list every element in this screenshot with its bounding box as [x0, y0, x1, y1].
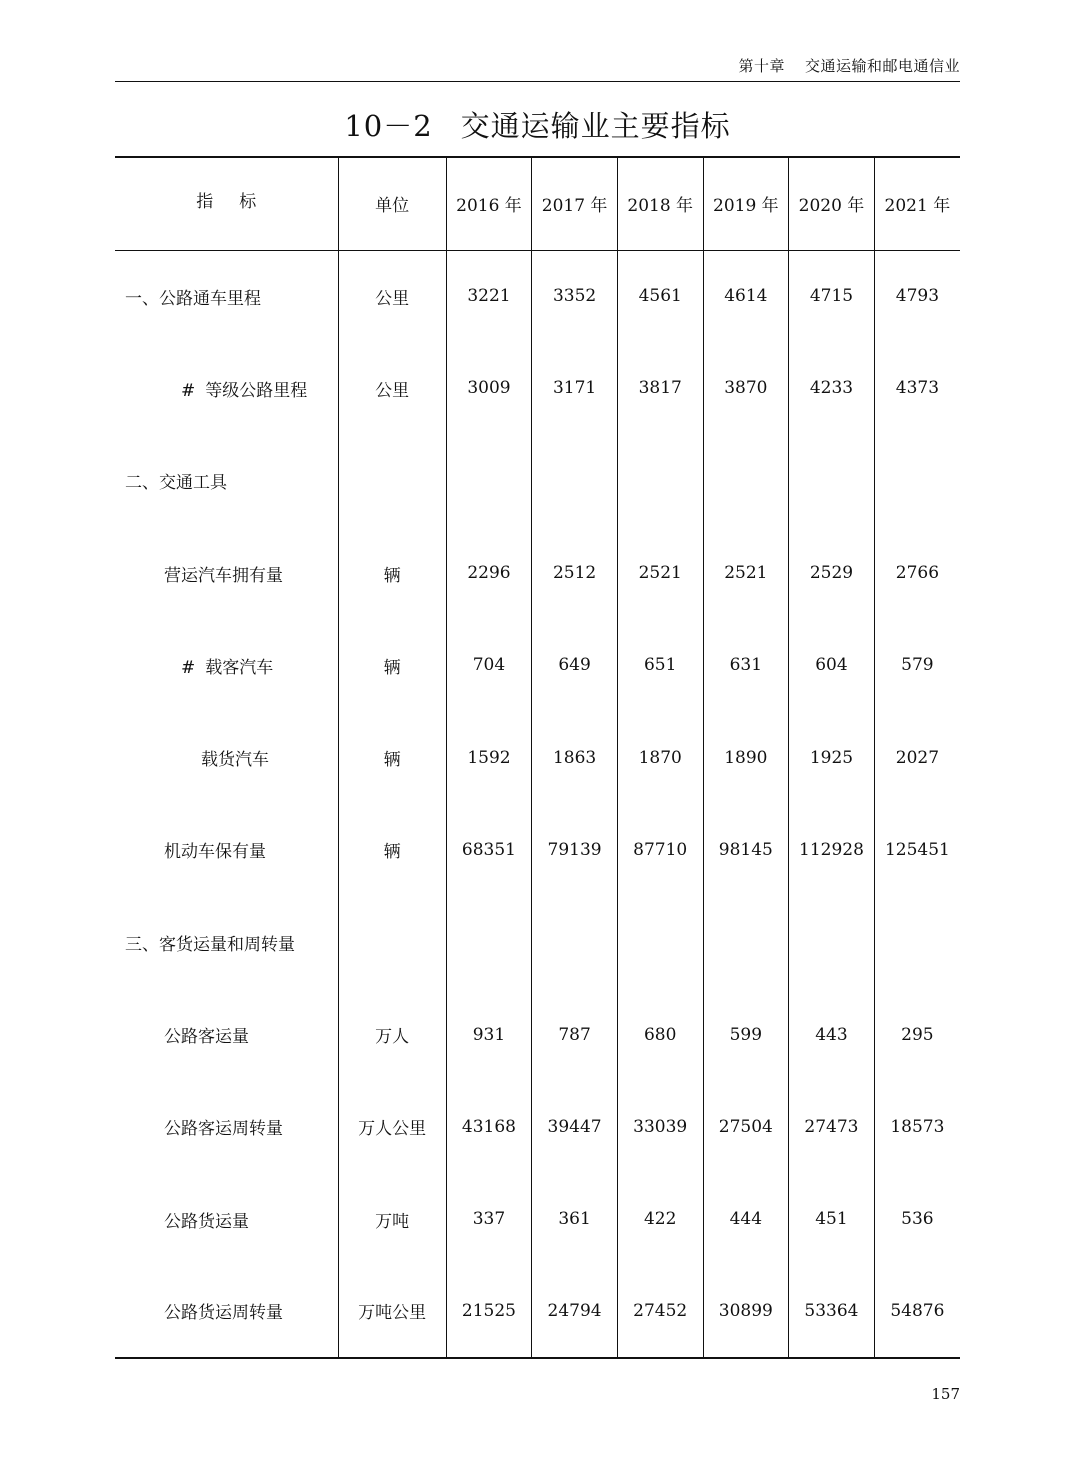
- row-unit: 公里: [338, 250, 446, 342]
- header-year: 2016 年: [446, 157, 532, 250]
- value-cell: 27504: [703, 1081, 789, 1173]
- value-cell: [532, 896, 618, 988]
- value-cell: [703, 896, 789, 988]
- row-unit: 公里: [338, 342, 446, 434]
- table-row: [115, 342, 960, 434]
- value-cell: 704: [446, 619, 532, 711]
- value-cell: 631: [703, 619, 789, 711]
- table-row: [115, 619, 960, 711]
- value-cell: 1863: [532, 711, 618, 803]
- value-cell: 21525: [446, 1265, 532, 1357]
- table-title-text: 交通运输业主要指标: [460, 109, 731, 143]
- value-cell: 4233: [789, 342, 875, 434]
- running-header: [115, 55, 960, 76]
- value-cell: 54876: [874, 1265, 960, 1357]
- row-unit: [338, 435, 446, 527]
- table-row: [115, 527, 960, 619]
- value-cell: 68351: [446, 804, 532, 896]
- header-year: 2021 年: [874, 157, 960, 250]
- value-cell: [617, 435, 703, 527]
- value-cell: 2512: [532, 527, 618, 619]
- row-label-cell: [115, 342, 338, 434]
- value-cell: 33039: [617, 1081, 703, 1173]
- table-row: [115, 1265, 960, 1357]
- indicators-table: [115, 156, 960, 1359]
- value-cell: 79139: [532, 804, 618, 896]
- table-row: [115, 896, 960, 988]
- row-unit: 万吨公里: [338, 1265, 446, 1357]
- value-cell: 98145: [703, 804, 789, 896]
- row-label-cell: [115, 619, 338, 711]
- row-label: 等级公路里程: [205, 380, 308, 401]
- value-cell: [446, 896, 532, 988]
- row-unit: 辆: [338, 527, 446, 619]
- value-cell: 4715: [789, 250, 875, 342]
- value-cell: 4614: [703, 250, 789, 342]
- value-cell: [617, 896, 703, 988]
- table-number: 10－2: [344, 109, 433, 143]
- value-cell: 24794: [532, 1265, 618, 1357]
- row-label: 载货汽车: [201, 750, 269, 771]
- value-cell: 931: [446, 988, 532, 1080]
- value-cell: 27452: [617, 1265, 703, 1357]
- value-cell: 1925: [789, 711, 875, 803]
- value-cell: 451: [789, 1173, 875, 1265]
- value-cell: 53364: [789, 1265, 875, 1357]
- table-header-row: [115, 157, 960, 250]
- value-cell: 680: [617, 988, 703, 1080]
- value-cell: 604: [789, 619, 875, 711]
- value-cell: 2027: [874, 711, 960, 803]
- value-cell: 30899: [703, 1265, 789, 1357]
- table-title: [115, 104, 960, 145]
- chapter-number: 第十章: [738, 57, 785, 75]
- value-cell: 444: [703, 1173, 789, 1265]
- value-cell: 649: [532, 619, 618, 711]
- subitem-marker: #: [181, 657, 196, 678]
- row-unit: 万人: [338, 988, 446, 1080]
- row-label: 营运汽车拥有量: [164, 565, 283, 586]
- value-cell: 4793: [874, 250, 960, 342]
- table-row: [115, 250, 960, 342]
- row-label: 一、公路通车里程: [125, 288, 261, 309]
- value-cell: 787: [532, 988, 618, 1080]
- table-row: [115, 711, 960, 803]
- value-cell: 125451: [874, 804, 960, 896]
- value-cell: [789, 896, 875, 988]
- value-cell: 3870: [703, 342, 789, 434]
- value-cell: 18573: [874, 1081, 960, 1173]
- value-cell: 422: [617, 1173, 703, 1265]
- row-label: 三、客货运量和周转量: [125, 934, 295, 955]
- header-year: 2019 年: [703, 157, 789, 250]
- value-cell: 2529: [789, 527, 875, 619]
- value-cell: [874, 896, 960, 988]
- row-unit: 辆: [338, 711, 446, 803]
- row-label: 公路客运周转量: [164, 1119, 283, 1140]
- value-cell: 536: [874, 1173, 960, 1265]
- value-cell: 579: [874, 619, 960, 711]
- value-cell: 87710: [617, 804, 703, 896]
- header-indicator: [115, 157, 338, 250]
- value-cell: 3221: [446, 250, 532, 342]
- row-unit: 辆: [338, 804, 446, 896]
- value-cell: 2296: [446, 527, 532, 619]
- value-cell: 2521: [617, 527, 703, 619]
- value-cell: 3009: [446, 342, 532, 434]
- value-cell: 651: [617, 619, 703, 711]
- value-cell: [789, 435, 875, 527]
- value-cell: 337: [446, 1173, 532, 1265]
- value-cell: [532, 435, 618, 527]
- value-cell: 3352: [532, 250, 618, 342]
- header-indicator-label: 指标: [196, 192, 283, 213]
- table-row: [115, 804, 960, 896]
- header-unit: 单位: [338, 157, 446, 250]
- header-rule: [115, 81, 960, 82]
- subitem-marker: #: [181, 380, 196, 401]
- table-row: [115, 1173, 960, 1265]
- table-row: [115, 988, 960, 1080]
- value-cell: [446, 435, 532, 527]
- row-unit: [338, 896, 446, 988]
- value-cell: 1592: [446, 711, 532, 803]
- value-cell: 3171: [532, 342, 618, 434]
- value-cell: 443: [789, 988, 875, 1080]
- row-unit: 辆: [338, 619, 446, 711]
- row-label: 公路货运量: [164, 1211, 249, 1232]
- table-row: [115, 435, 960, 527]
- value-cell: 1870: [617, 711, 703, 803]
- value-cell: 3817: [617, 342, 703, 434]
- header-year: 2017 年: [532, 157, 618, 250]
- table-row: [115, 1081, 960, 1173]
- value-cell: 361: [532, 1173, 618, 1265]
- value-cell: [703, 435, 789, 527]
- row-label: 二、交通工具: [125, 473, 227, 494]
- chapter-title: 交通运输和邮电通信业: [804, 57, 960, 75]
- value-cell: 27473: [789, 1081, 875, 1173]
- page-number: 157: [931, 1385, 960, 1403]
- header-year: 2020 年: [789, 157, 875, 250]
- value-cell: 2521: [703, 527, 789, 619]
- value-cell: 39447: [532, 1081, 618, 1173]
- row-label: 公路货运周转量: [164, 1303, 283, 1324]
- value-cell: 2766: [874, 527, 960, 619]
- value-cell: [874, 435, 960, 527]
- value-cell: 43168: [446, 1081, 532, 1173]
- row-label: 载客汽车: [205, 657, 274, 678]
- row-label: 公路客运量: [164, 1027, 249, 1048]
- value-cell: 112928: [789, 804, 875, 896]
- value-cell: 4561: [617, 250, 703, 342]
- value-cell: 295: [874, 988, 960, 1080]
- row-label: 机动车保有量: [164, 842, 266, 863]
- header-year: 2018 年: [617, 157, 703, 250]
- row-unit: 万吨: [338, 1173, 446, 1265]
- value-cell: 599: [703, 988, 789, 1080]
- row-unit: 万人公里: [338, 1081, 446, 1173]
- value-cell: 4373: [874, 342, 960, 434]
- value-cell: 1890: [703, 711, 789, 803]
